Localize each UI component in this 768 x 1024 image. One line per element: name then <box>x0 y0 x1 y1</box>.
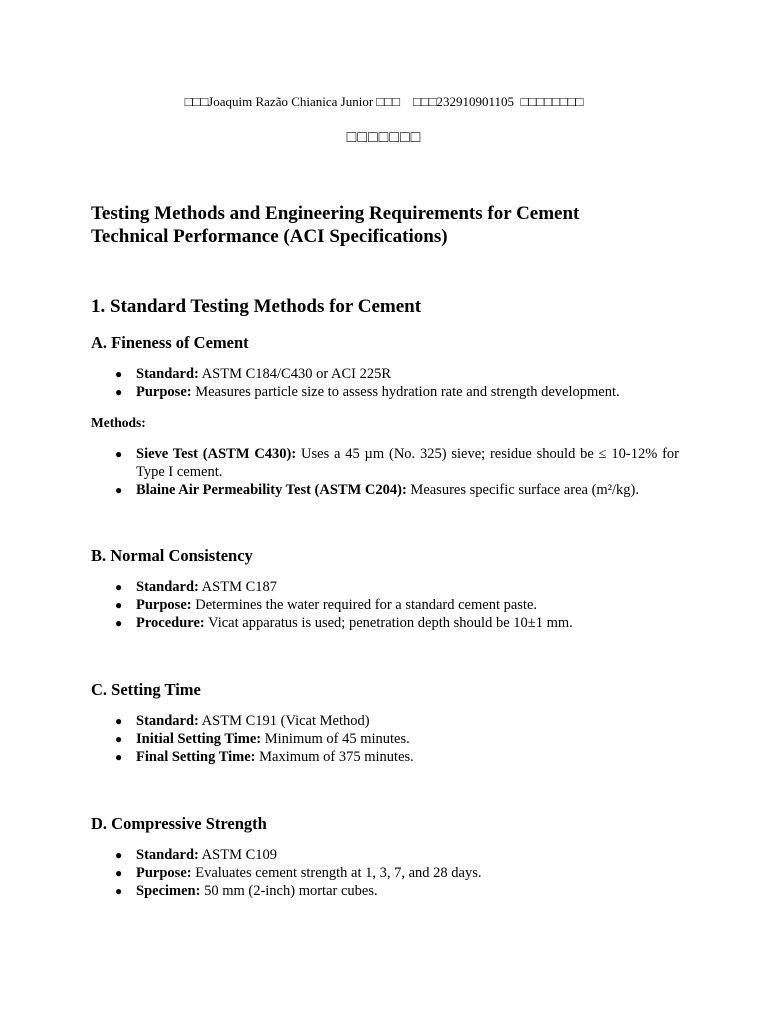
item-label: Purpose: <box>136 597 192 613</box>
bullet-icon: ● <box>115 714 123 728</box>
list-item <box>91 730 691 748</box>
item-label: Initial Setting Time: <box>136 731 262 747</box>
section-a-list <box>91 365 691 401</box>
bullet-icon: ● <box>115 750 123 764</box>
list-item <box>91 748 691 766</box>
list-item <box>91 882 691 900</box>
item-label: Purpose: <box>136 865 192 881</box>
bullet-icon: ● <box>115 367 123 381</box>
section-b-heading: B. Normal Consistency <box>91 546 253 565</box>
author-header: □□□Joaquim Razão Chianica Junior □□□ □□□232910901105 □□□□□□□□ <box>184 94 584 109</box>
item-text: ASTM C184/C430 or ACI 225R <box>198 366 392 382</box>
bullet-icon: ● <box>115 866 123 880</box>
methods-list <box>91 445 679 499</box>
bullet-icon: ● <box>115 385 123 399</box>
section-b-list <box>91 578 691 632</box>
section-1-heading: 1. Standard Testing Methods for Cement <box>91 296 422 317</box>
item-label: Procedure: <box>136 615 205 631</box>
document-title: Testing Methods and Engineering Requirements for Cement Technical Performance (ACI Specifications) <box>91 203 580 247</box>
bullet-icon: ● <box>115 483 123 497</box>
item-label: Specimen: <box>136 883 201 899</box>
bullet-icon: ● <box>115 616 123 630</box>
item-label: Standard: <box>136 579 199 595</box>
section-c-list <box>91 712 691 766</box>
item-label: Final Setting Time: <box>136 749 256 765</box>
item-text: Evaluates cement strength at 1, 3, 7, and 28 days. <box>191 865 482 881</box>
bullet-icon: ● <box>115 598 123 612</box>
list-item <box>91 365 691 383</box>
bullet-icon: ● <box>115 447 123 461</box>
item-text: Maximum of 375 minutes. <box>255 749 414 765</box>
item-label: Standard: <box>136 847 199 863</box>
bullet-icon: ● <box>115 848 123 862</box>
item-text: Measures particle size to assess hydration rate and strength development. <box>191 384 620 400</box>
bullet-icon: ● <box>115 732 123 746</box>
list-item <box>91 578 691 596</box>
section-a-heading: A. Fineness of Cement <box>91 333 249 352</box>
list-item <box>91 481 679 499</box>
item-text: Uses a 45 µm (No. 325) sieve; residue should be ≤ 10-12% for Type I cement. <box>136 446 679 480</box>
section-d-heading: D. Compressive Strength <box>91 814 267 833</box>
list-item <box>91 383 691 401</box>
methods-label: Methods: <box>91 415 146 430</box>
item-text: ASTM C191 (Vicat Method) <box>198 713 370 729</box>
item-text: Vicat apparatus is used; penetration depth should be 10±1 mm. <box>204 615 573 631</box>
item-text: Minimum of 45 minutes. <box>261 731 410 747</box>
bullet-icon: ● <box>115 884 123 898</box>
item-label: Blaine Air Permeability Test (ASTM C204): <box>136 482 407 498</box>
list-item <box>91 864 691 882</box>
item-label: Standard: <box>136 366 199 382</box>
section-d-list <box>91 846 691 900</box>
list-item <box>91 712 691 730</box>
item-text: Determines the water required for a standard cement paste. <box>191 597 538 613</box>
item-label: Purpose: <box>136 384 192 400</box>
item-text: ASTM C187 <box>198 579 278 595</box>
list-item <box>91 846 691 864</box>
item-text: Measures specific surface area (m²/kg). <box>406 482 640 498</box>
list-item <box>91 445 679 481</box>
item-text: ASTM C109 <box>198 847 278 863</box>
item-text: 50 mm (2-inch) mortar cubes. <box>200 883 378 899</box>
section-c-heading: C. Setting Time <box>91 680 201 699</box>
list-item <box>91 596 691 614</box>
item-label: Standard: <box>136 713 199 729</box>
author-subheader: □□□□□□□ <box>346 129 422 146</box>
item-label: Sieve Test (ASTM C430): <box>136 446 297 462</box>
list-item <box>91 614 691 632</box>
bullet-icon: ● <box>115 580 123 594</box>
